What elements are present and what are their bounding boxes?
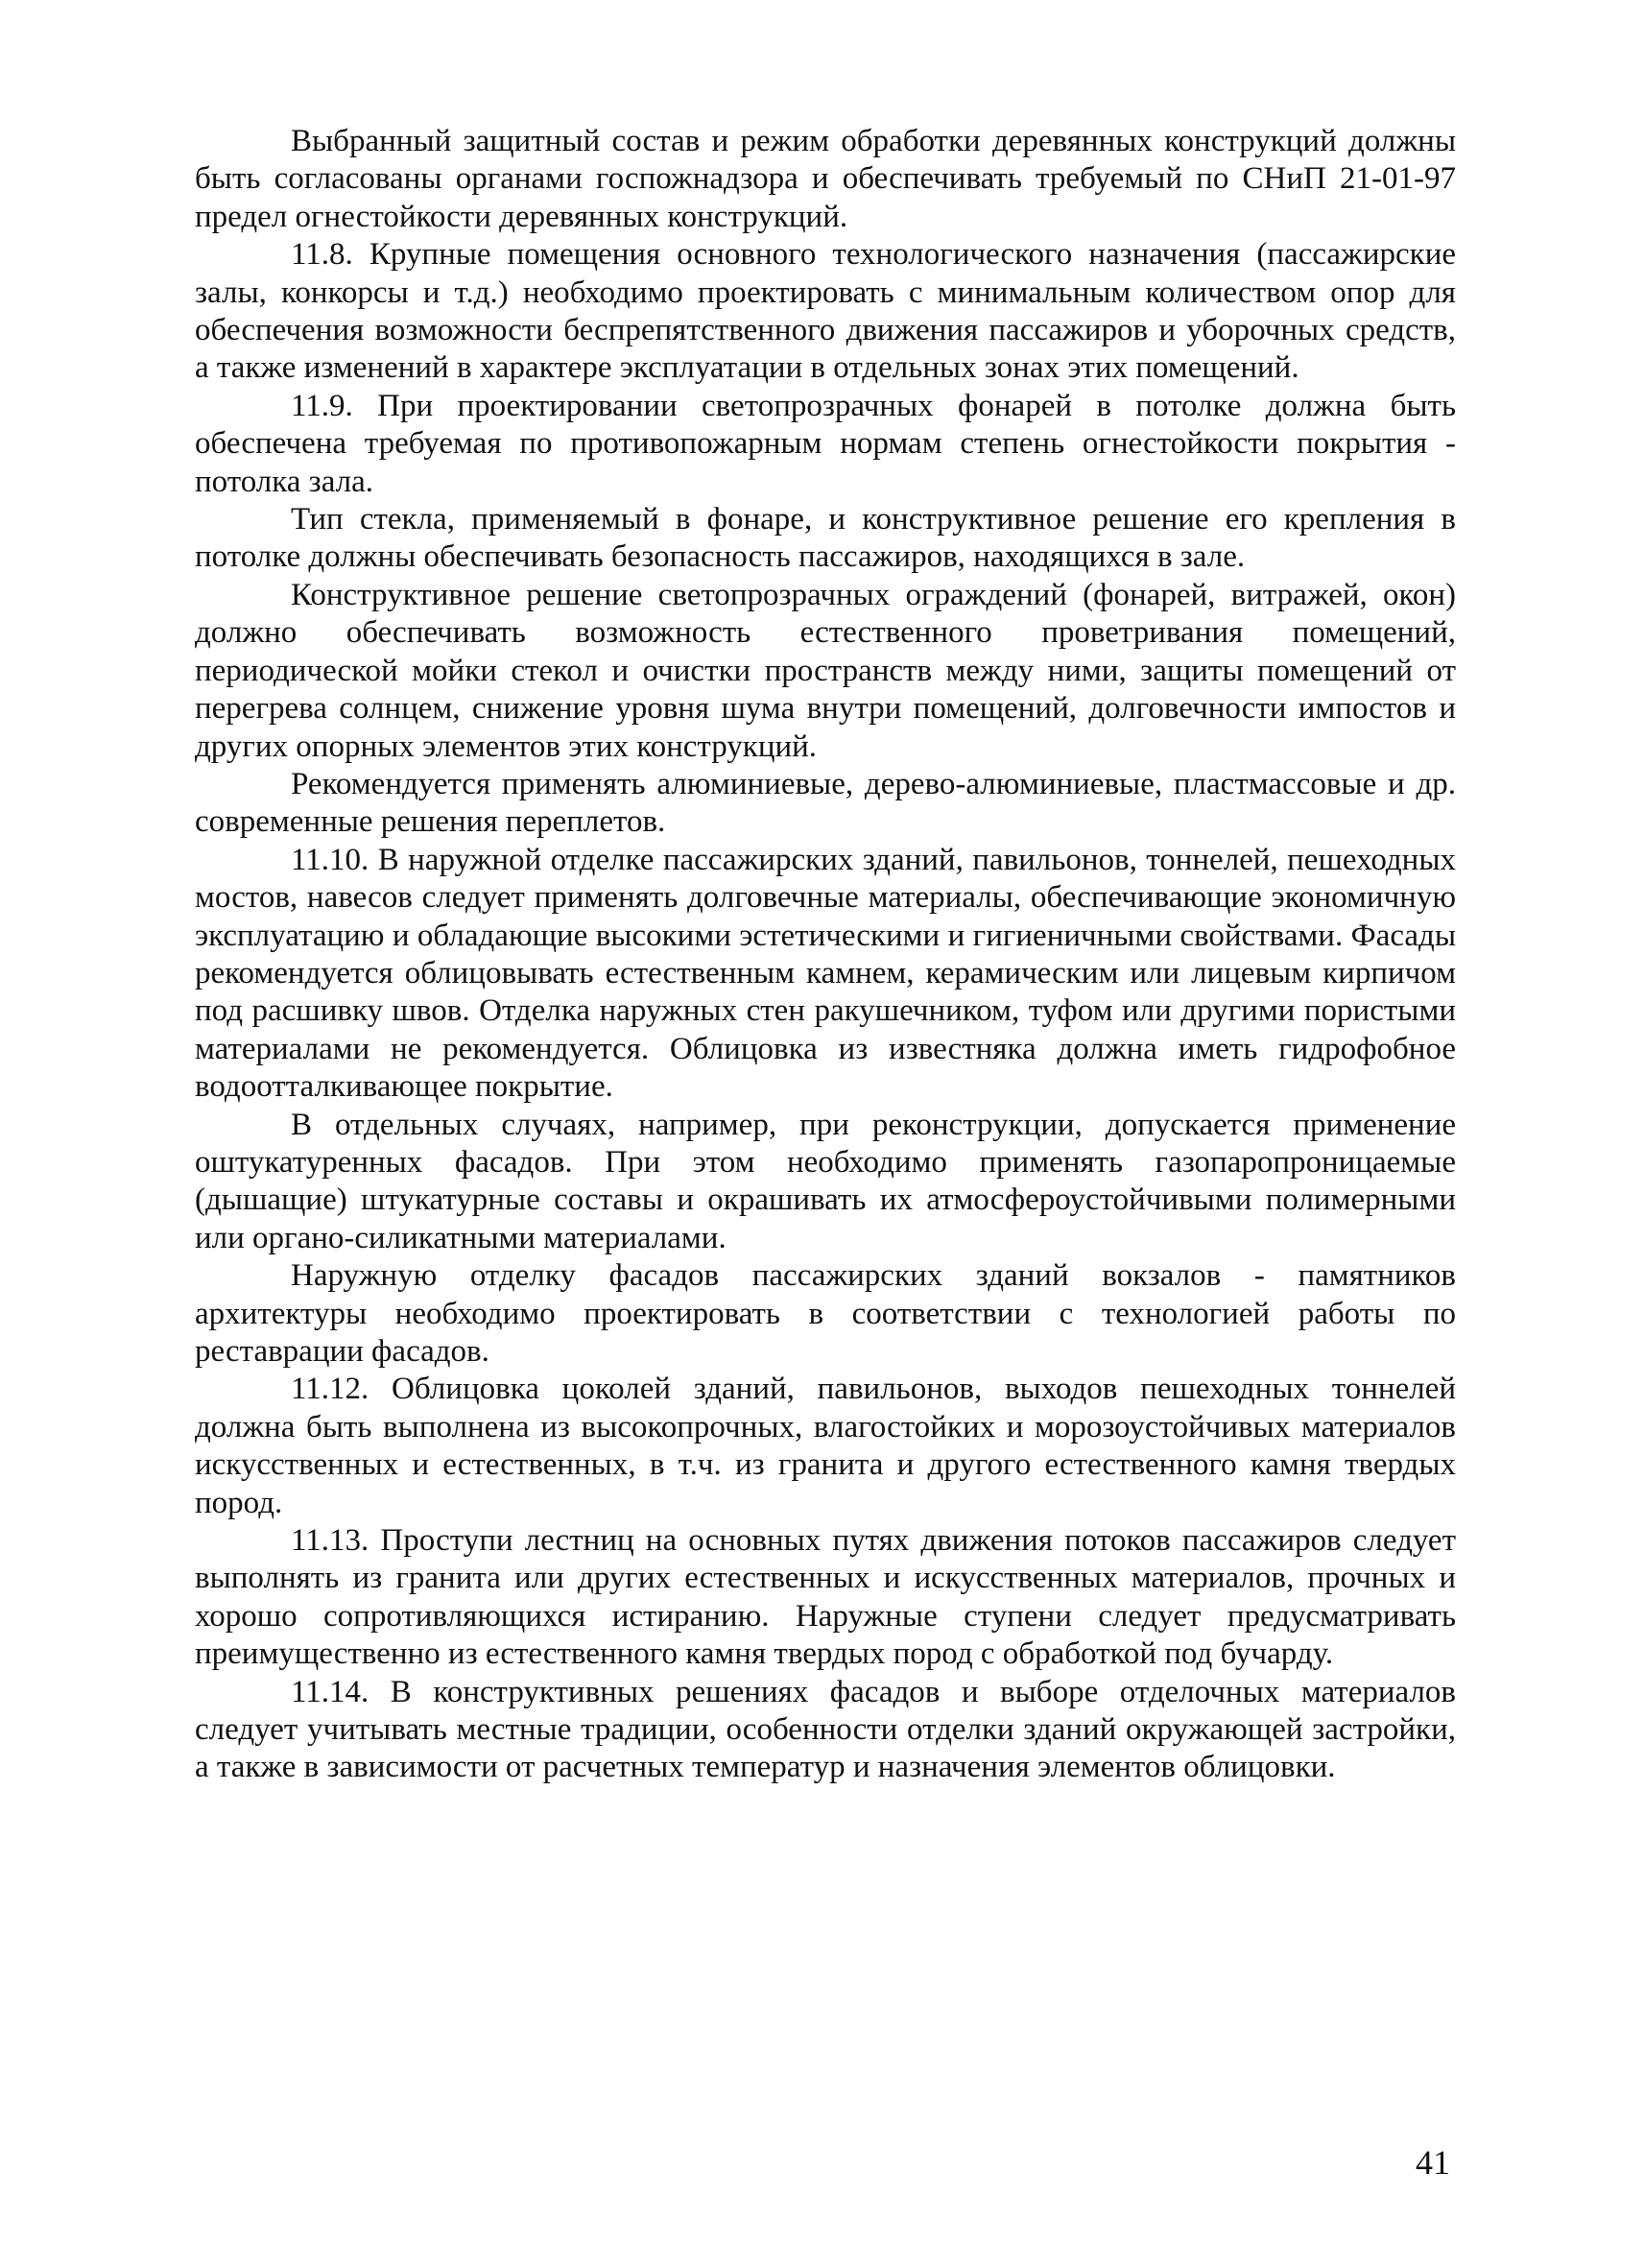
paragraph-monument-facades: Наружную отделку фасадов пассажирских зданий вокзалов - памятников архитектуры необходимо проектировать в соответствии с технологией работы по реставрации фасадов.	[195, 1258, 1456, 1369]
paragraph-11-10: 11.10. В наружной отделке пассажирских зданий, павильонов, тоннелей, пешеходных мостов, навесов следует применять долговечные материалы, обеспечивающие экономичную эксплуатацию и обладающие высокими эстетическими и гигиеничными свойствами. Фасады рекомендуется облицовывать естественным камнем, керамическим или лицевым кирпичом под расшивку швов. Отделка наружных стен ракушечником, туфом или другими пористыми материалами не рекомендуется. Облицовка из известняка должна иметь гидрофобное водоотталкивающее покрытие.	[195, 842, 1456, 1105]
document-body	[195, 123, 1456, 1787]
paragraph-11-12: 11.12. Облицовка цоколей зданий, павильонов, выходов пешеходных тоннелей должна быть выполнена из высокопрочных, влагостойких и морозоустойчивых материалов искусственных и естественных, в т.ч. из гранита и другого естественного камня твердых пород.	[195, 1372, 1456, 1520]
paragraph-11-14: 11.14. В конструктивных решениях фасадов и выборе отделочных материалов следует учитывать местные традиции, особенности отделки зданий окружающей застройки, а также в зависимости от расчетных температур и назначения элементов облицовки.	[195, 1674, 1456, 1785]
paragraph-plastered-facades: В отдельных случаях, например, при реконструкции, допускается применение оштукатуренных фасадов. При этом необходимо применять газопаропроницаемые (дышащие) штукатурные составы и окрашивать их атмосфероустойчивыми полимерными или органо-силикатными материалами.	[195, 1107, 1456, 1255]
paragraph-glass-type: Тип стекла, применяемый в фонаре, и конструктивное решение его крепления в потолке должны обеспечивать безопасность пассажиров, находящихся в зале.	[195, 502, 1456, 575]
paragraph-11-9: 11.9. При проектировании светопрозрачных фонарей в потолке должна быть обеспечена требуемая по противопожарным нормам степень огнестойкости покрытия - потолка зала.	[195, 388, 1456, 499]
paragraph-protective-composition: Выбранный защитный состав и режим обработки деревянных конструкций должны быть согласованы органами госпожнадзора и обеспечивать требуемый по СНиП 21-01-97 предел огнестойкости деревянных конструкций.	[195, 124, 1456, 234]
page-number: 41	[1416, 2143, 1450, 2182]
paragraph-recommended-frames: Рекомендуется применять алюминиевые, дерево-алюминиевые, пластмассовые и др. современные решения переплетов.	[195, 766, 1456, 840]
paragraph-11-8: 11.8. Крупные помещения основного технологического назначения (пассажирские залы, конкорсы и т.д.) необходимо проектировать с минимальным количеством опор для обеспечения возможности беспрепятственного движения пассажиров и уборочных средств, а также изменений в характере эксплуатации в отдельных зонах этих помещений.	[195, 237, 1456, 386]
paragraph-translucent-enclosures: Конструктивное решение светопрозрачных ограждений (фонарей, витражей, окон) должно обеспечивать возможность естественного проветривания помещений, периодической мойки стекол и очистки пространств между ними, защиты помещений от перегрева солнцем, снижение уровня шума внутри помещений, долговечности импостов и других опорных элементов этих конструкций.	[195, 577, 1456, 764]
paragraph-11-13: 11.13. Проступи лестниц на основных путях движения потоков пассажиров следует выполнять из гранита или других естественных и искусственных материалов, прочных и хорошо сопротивляющихся истиранию. Наружные ступени следует предусматривать преимущественно из естественного камня твердых пород с обработкой под бучарду.	[195, 1523, 1456, 1672]
